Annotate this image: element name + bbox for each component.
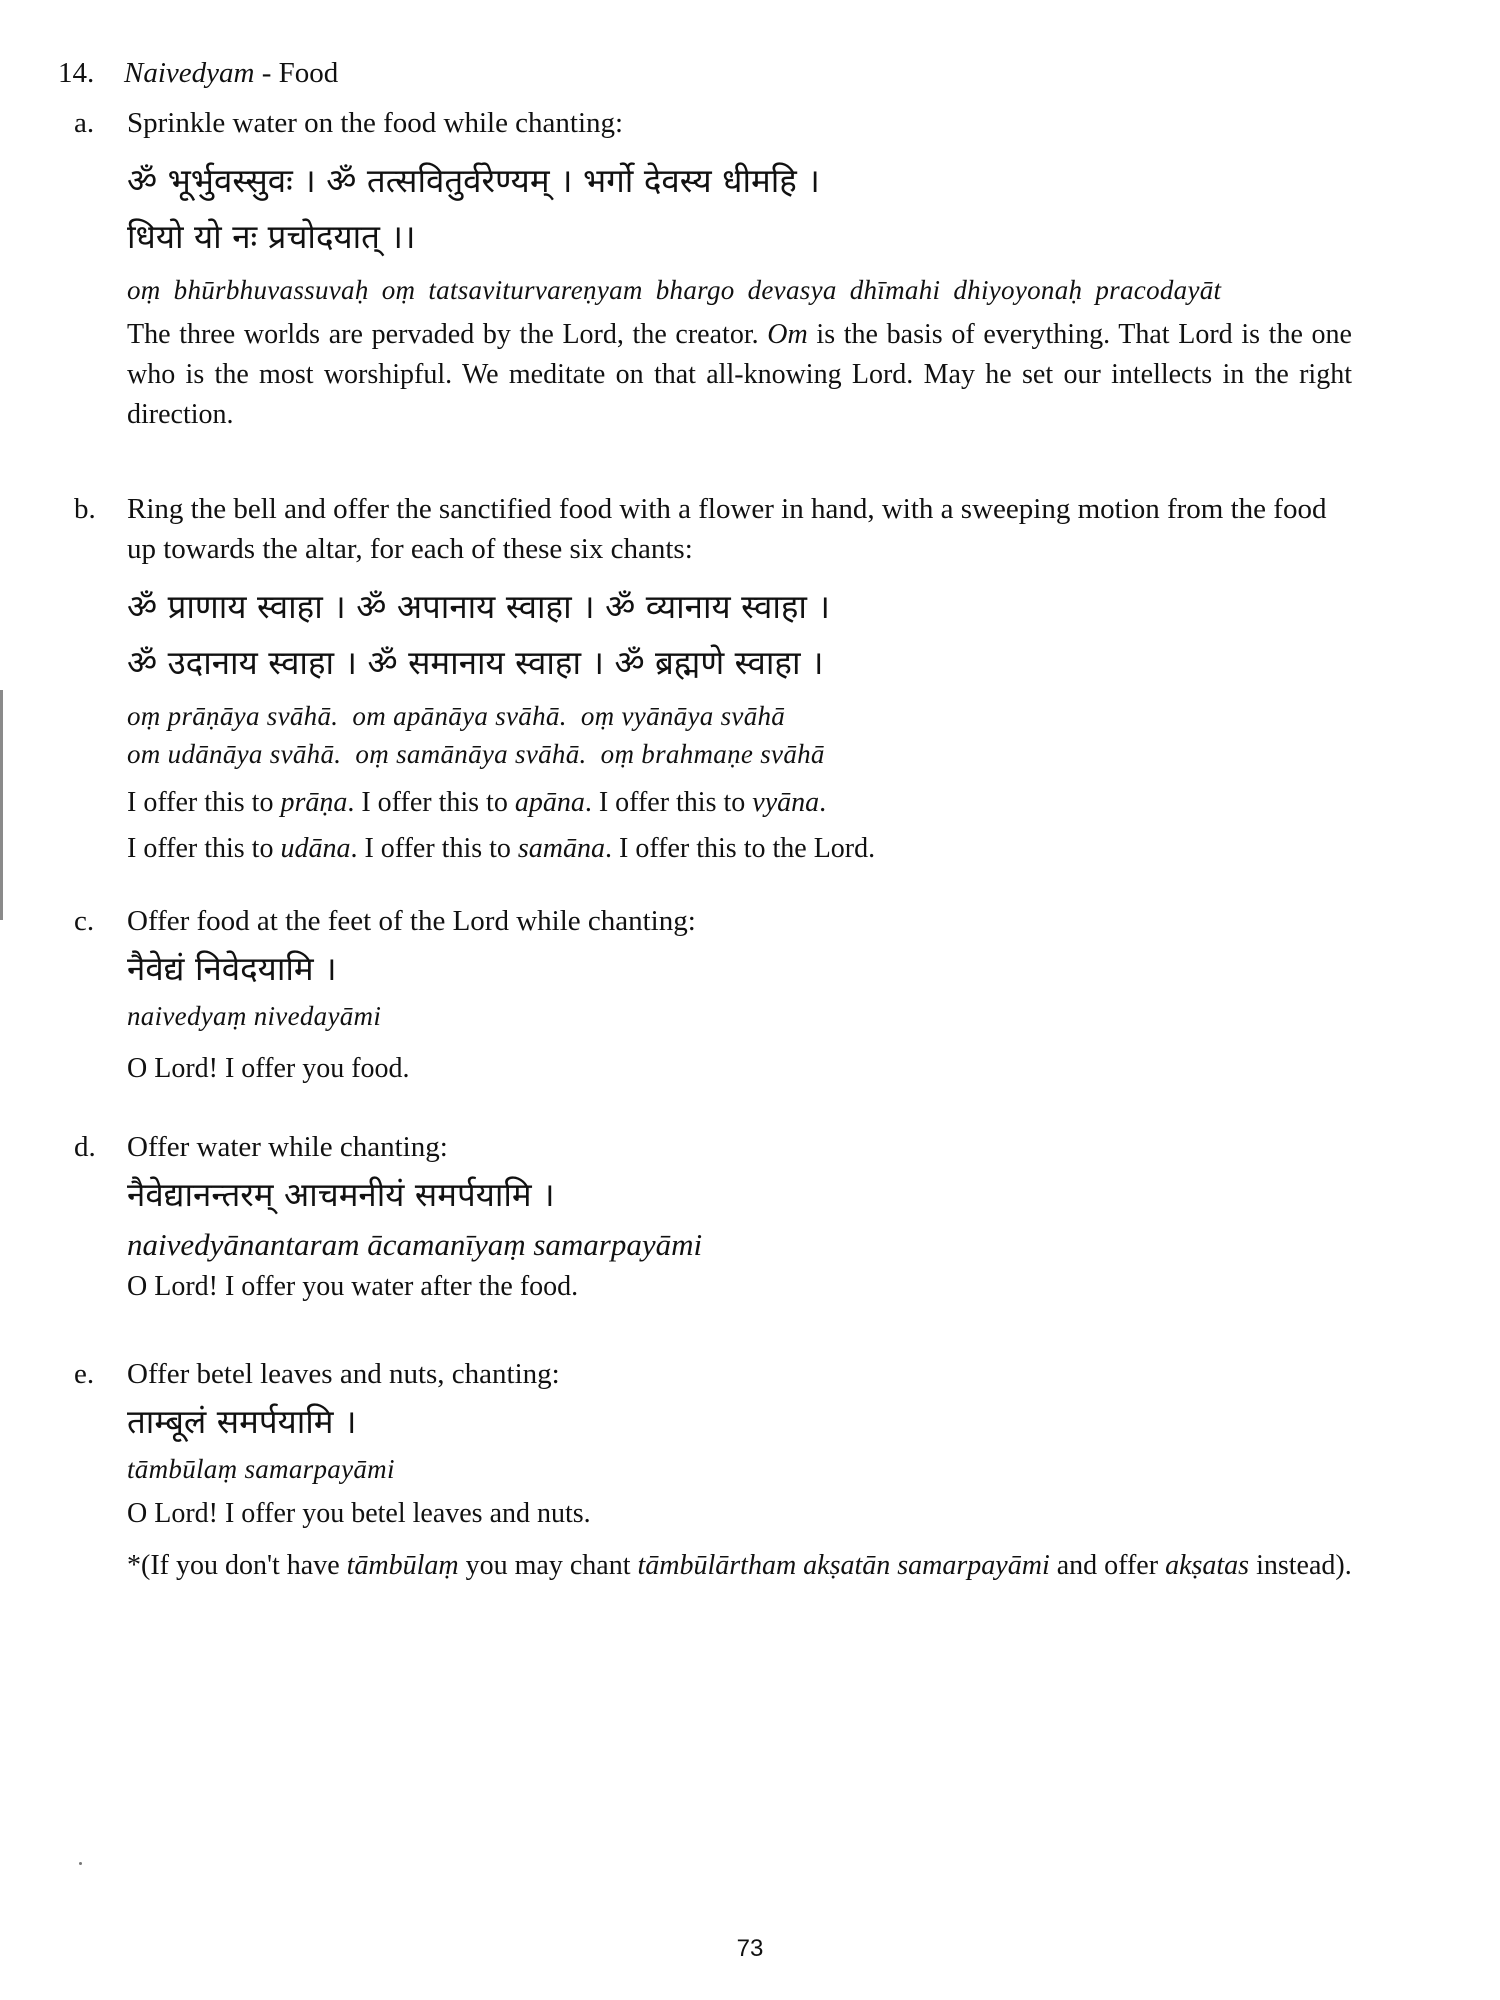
text-run: The three worlds are pervaded by the Lord, the creator. [127,319,768,350]
text-run-italic: tāmbūlārtham akṣatān samarpayāmi [637,1550,1050,1581]
page-number: 73 [736,1935,764,1962]
item-letter: e. [74,1358,95,1390]
devanagari-line: ताम्बूलं समर्पयामि । [127,1402,357,1441]
text-run: I offer this to [127,787,281,818]
devanagari-line: ॐ उदानाय स्वाहा । ॐ समानाय स्वाहा । ॐ ब्रह्मणे स्वाहा । [127,643,824,682]
section-heading [58,55,338,91]
text-run: *(If you don't have [127,1550,347,1581]
item-instruction: Offer food at the feet of the Lord while chanting: [127,905,696,937]
item-instruction: Offer water while chanting: [127,1131,448,1163]
devanagari-line: ॐ भूर्भुवस्सुवः । ॐ तत्सवितुर्वरेण्यम् । भर्गो देवस्य धीमहि । [127,161,820,200]
text-run-italic: Om [767,319,808,350]
devanagari-line: धियो यो नः प्रचोदयात् ।। [127,217,416,256]
text-run-italic: tāmbūlaṃ [346,1550,459,1581]
transliteration: om udānāya svāhā. oṃ samānāya svāhā. oṃ brahmaṇe svāhā [127,739,825,769]
text-run: . I offer this to the Lord. [605,833,876,864]
item-body [127,103,1352,435]
translation-line [127,829,1352,869]
section-number: 14. [58,57,95,89]
text-run-italic: akṣatas [1165,1550,1250,1581]
text-run: . I offer this to [347,787,515,818]
transliteration: oṃ bhūrbhuvassuvaḥ oṃ tatsaviturvareṇyam bhargo devasya dhīmahi dhiyoyonaḥ pracodayāt [127,275,1222,305]
text-run: . I offer this to [584,787,753,818]
item-letter: b. [74,493,96,525]
devanagari-line: ॐ प्राणाय स्वाहा । ॐ अपानाय स्वाहा । ॐ व्यानाय स्वाहा । [127,587,830,626]
item-letter: c. [74,905,95,937]
section-title-sanskrit: Naivedyam [124,57,255,89]
text-run: . [819,787,827,818]
text-run-italic: vyāna [752,787,820,818]
text-run-italic: samāna [517,833,606,864]
item-instruction: Offer betel leaves and nuts, chanting: [127,1358,560,1390]
transliteration: tāmbūlaṃ samarpayāmi [127,1454,395,1484]
text-run-italic: apāna [514,787,585,818]
item-body [127,1127,1352,1307]
item-instruction: Ring the bell and offer the sanctified food with a flower in hand, with a sweeping motion from the food up towards the altar, for each of these six chants: [127,493,1327,565]
item-body [127,489,1352,869]
item-letter: a. [74,107,95,139]
translation [127,315,1352,435]
text-run-italic: prāṇa [280,787,348,818]
translation: O Lord! I offer you food. [127,1053,410,1084]
text-run-italic: udāna [280,833,351,864]
devanagari-line: नैवेद्यं निवेदयामि । [127,949,337,988]
scan-speck [79,1862,82,1865]
item-body [127,1354,1352,1584]
transliteration: naivedyaṃ nivedayāmi [127,1001,382,1031]
text-run: is the basis of everything. That Lord is the one who is the most worshipful. We meditate on that all-knowing Lord. May he set our intellects in the right direction. [127,319,1352,430]
section-title-rest: - Food [254,57,339,89]
transliteration: oṃ prāṇāya svāhā. om apānāya svāhā. oṃ vyānāya svāhā [127,701,786,731]
text-run: I offer this to [127,833,281,864]
item-body [127,901,1352,1089]
item-letter: d. [74,1131,96,1163]
text-run: you may chant [458,1550,638,1581]
text-run: . I offer this to [350,833,518,864]
transliteration: naivedyānantaram ācamanīyaṃ samarpayāmi [127,1227,703,1262]
translation-line [127,783,1352,823]
text-run: and offer [1049,1550,1166,1581]
item-instruction: Sprinkle water on the food while chanting: [127,107,624,139]
footnote [127,1548,1352,1584]
text-run: instead). [1249,1550,1352,1581]
scan-edge-shadow [0,690,3,920]
translation: O Lord! I offer you water after the food. [127,1271,579,1302]
devanagari-line: नैवेद्यानन्तरम् आचमनीयं समर्पयामि । [127,1175,555,1214]
translation: O Lord! I offer you betel leaves and nuts. [127,1498,591,1529]
